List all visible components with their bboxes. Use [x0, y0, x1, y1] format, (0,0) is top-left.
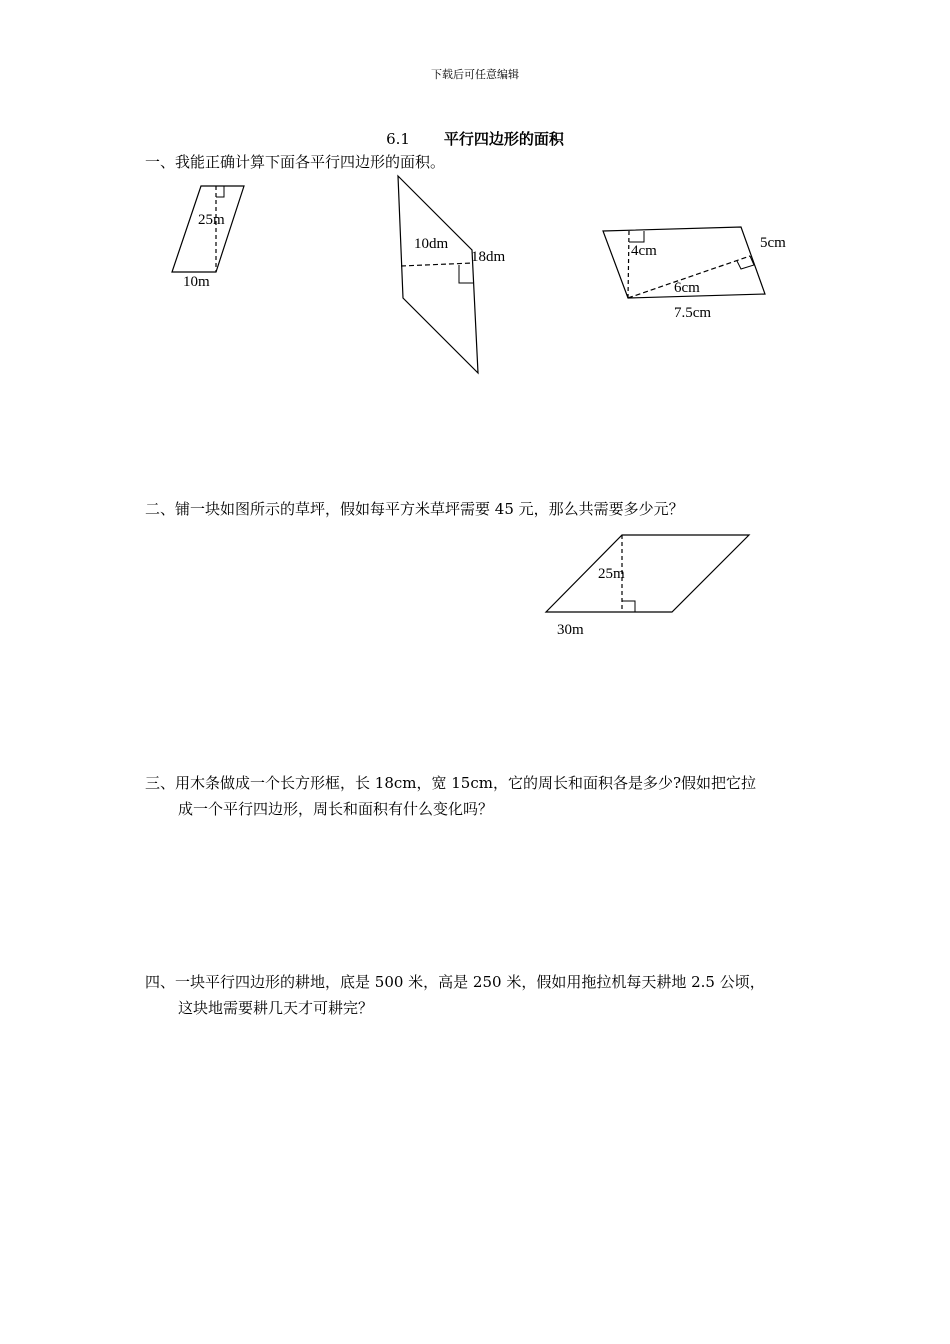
section-number: 6.1 — [386, 130, 410, 148]
parallelogram-b-side-label: 18dm — [471, 249, 506, 265]
question-4-line-2: 这块地需要耕几天才可耕完？ — [178, 999, 374, 1017]
lawn-base-label: 30m — [557, 622, 584, 638]
parallelogram-c-height-top-label: 4cm — [631, 243, 657, 259]
parallelogram-b-height-label: 10dm — [414, 236, 449, 252]
parallelogram-c-side-label: 5cm — [760, 235, 786, 251]
lawn-parallelogram-outline — [546, 535, 749, 612]
lawn-height-label: 25m — [598, 566, 625, 582]
parallelogram-c-base-label: 7.5cm — [674, 305, 712, 321]
page-header-note: 下载后可任意编辑 — [431, 68, 519, 81]
question-3-line-2: 成一个平行四边形，周长和面积有什么变化吗？ — [178, 800, 494, 818]
question-4-text — [145, 969, 765, 1021]
section-title: 平行四边形的面积 — [443, 130, 564, 148]
parallelogram-a-height-label: 25m — [198, 212, 225, 228]
question-3-line-1: 三、用木条做成一个长方形框，长 18cm，宽 15cm，它的周长和面积各是多少?假如把它拉 — [145, 774, 757, 792]
question-1-text: 一、我能正确计算下面各平行四边形的面积。 — [145, 153, 446, 171]
parallelogram-c-height-diagonal-label: 6cm — [674, 280, 700, 296]
question-3-text — [145, 770, 756, 822]
parallelogram-a-base-label: 10m — [183, 274, 210, 290]
right-angle-mark — [622, 601, 635, 612]
question-4-line-1: 四、一块平行四边形的耕地，底是 500 米，高是 250 米，假如用拖拉机每天耕地 2.5 公顷， — [145, 973, 765, 991]
question-2-text: 二、铺一块如图所示的草坪，假如每平方米草坪需要 45 元，那么共需要多少元？ — [145, 500, 684, 518]
